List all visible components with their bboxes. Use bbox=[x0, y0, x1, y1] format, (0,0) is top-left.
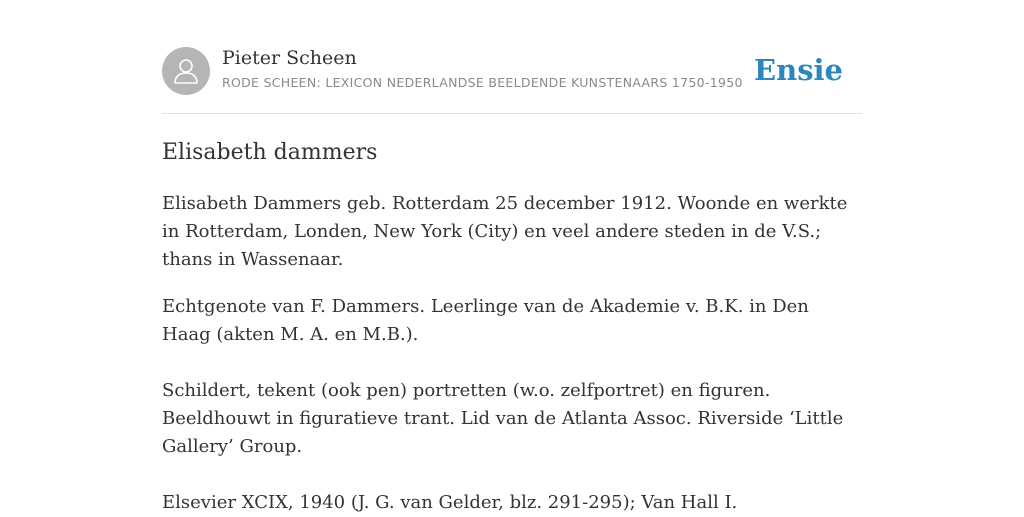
author-avatar[interactable] bbox=[162, 47, 210, 95]
brand-logo[interactable]: Ensie bbox=[754, 53, 843, 87]
source-title[interactable]: RODE SCHEEN: LEXICON NEDERLANDSE BEELDENDE KUNSTENAARS 1750-1950 bbox=[222, 75, 743, 90]
article-paragraph-4: Elsevier XCIX, 1940 (J. G. van Gelder, blz. 291-295); Van Hall I. bbox=[162, 492, 738, 513]
article-paragraph-3: Schildert, tekent (ook pen) portretten (w.o. zelfportret) en figuren. Beeldhouwt in figuratieve trant. Lid van de Atlanta Assoc. Riverside ‘Little Gallery’ Group. bbox=[162, 380, 844, 457]
article-title: Elisabeth dammers bbox=[162, 140, 378, 165]
user-icon bbox=[172, 56, 200, 86]
article-paragraph-2: Echtgenote van F. Dammers. Leerlinge van de Akademie v. B.K. in Den Haag (akten M. A. en M.B.). bbox=[162, 296, 809, 345]
article-paragraph-1: Elisabeth Dammers geb. Rotterdam 25 december 1912. Woonde en werkte in Rotterdam, Londen, New York (City) en veel andere steden in de V.S.; thans in Wassenaar. bbox=[162, 193, 848, 270]
author-name[interactable]: Pieter Scheen bbox=[222, 47, 357, 69]
article-card bbox=[162, 46, 862, 517]
article-header bbox=[162, 46, 862, 114]
